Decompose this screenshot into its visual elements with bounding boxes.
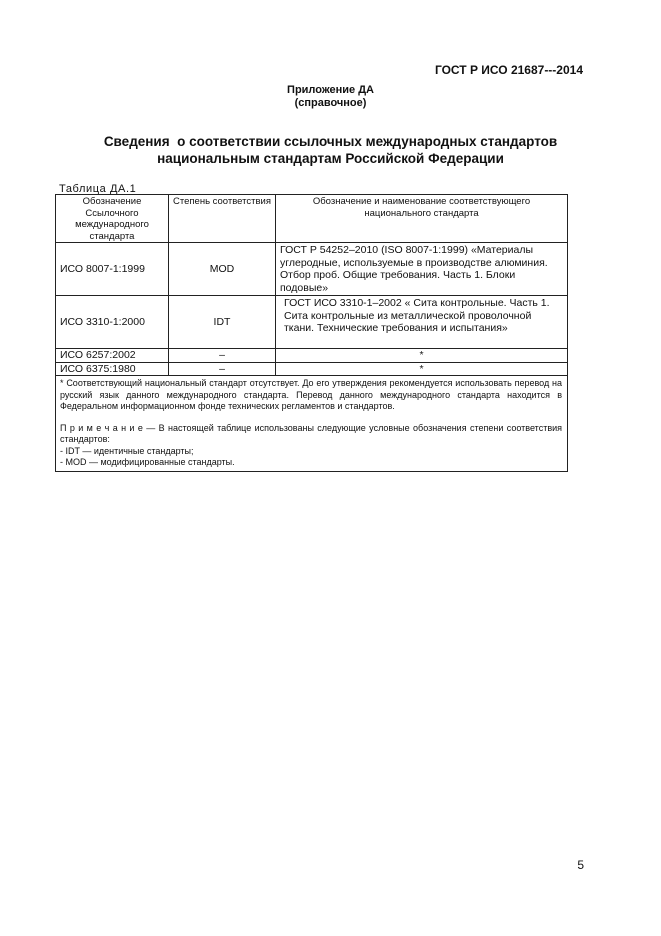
header-degree: Степень соответствия [169, 195, 276, 243]
header-national-standard: Обозначение и наименование соответствующего национального стандарта [276, 195, 568, 243]
page-title [0, 133, 661, 167]
document-code: ГОСТ Р ИСО 21687---2014 [434, 63, 583, 77]
table-note-intro: П р и м е ч а н и е — В настоящей таблице использованы следующие условные обозначения степени соответствия стандартов: [60, 422, 562, 444]
table-note-mod: - MOD — модифицированные стандарты. [60, 457, 235, 467]
cell-reference: ИСО 3310-1:2000 [56, 296, 169, 349]
annex-subtitle: (справочное) [294, 97, 367, 109]
page-title-line-2: национальным стандартам Российской Федерации [157, 151, 504, 166]
table-row [56, 243, 568, 296]
cell-reference: ИСО 8007-1:1999 [56, 243, 169, 296]
cell-national: * [276, 349, 568, 363]
table-notes [56, 376, 568, 472]
cell-degree: – [169, 362, 276, 376]
table-row [56, 349, 568, 363]
annex-heading [0, 84, 661, 110]
table-notes-row [56, 376, 568, 472]
table-header-row [56, 195, 568, 243]
table-footnote: * Соответствующий национальный стандарт отсутствует. До его утверждения рекомендуется использовать перевод на русский язык данного международного стандарта. Перевод данного международного стандарта находится в Федеральном информационном фонде технических регламентов и стандартов. [60, 378, 562, 411]
cell-reference: ИСО 6375:1980 [56, 362, 169, 376]
cell-national: ГОСТ Р 54252–2010 (ISO 8007-1:1999) «Материалы углеродные, используемые в производстве алюминия. Отбор проб. Общие требования. Часть 1. Блоки подовые» [276, 243, 568, 296]
standards-table [55, 194, 568, 472]
cell-degree: MOD [169, 243, 276, 296]
annex-title: Приложение ДА [287, 84, 374, 96]
table-row [56, 296, 568, 349]
cell-national: ГОСТ ИСО 3310-1–2002 « Сита контрольные. Часть 1. Сита контрольные из металлической проволочной ткани. Технические требования и испытания» [276, 296, 568, 349]
cell-reference: ИСО 6257:2002 [56, 349, 169, 363]
table-row [56, 362, 568, 376]
table-label: Таблица ДА.1 [59, 183, 137, 195]
page-number: 5 [577, 858, 584, 872]
cell-degree: IDT [169, 296, 276, 349]
table-note-idt: - IDT — идентичные стандарты; [60, 445, 194, 456]
cell-national: * [276, 362, 568, 376]
header-reference-standard: Обозначение Ссылочного международного стандарта [56, 195, 169, 243]
page-title-line-1: Сведения о соответствии ссылочных международных стандартов [103, 134, 558, 149]
cell-degree: – [169, 349, 276, 363]
